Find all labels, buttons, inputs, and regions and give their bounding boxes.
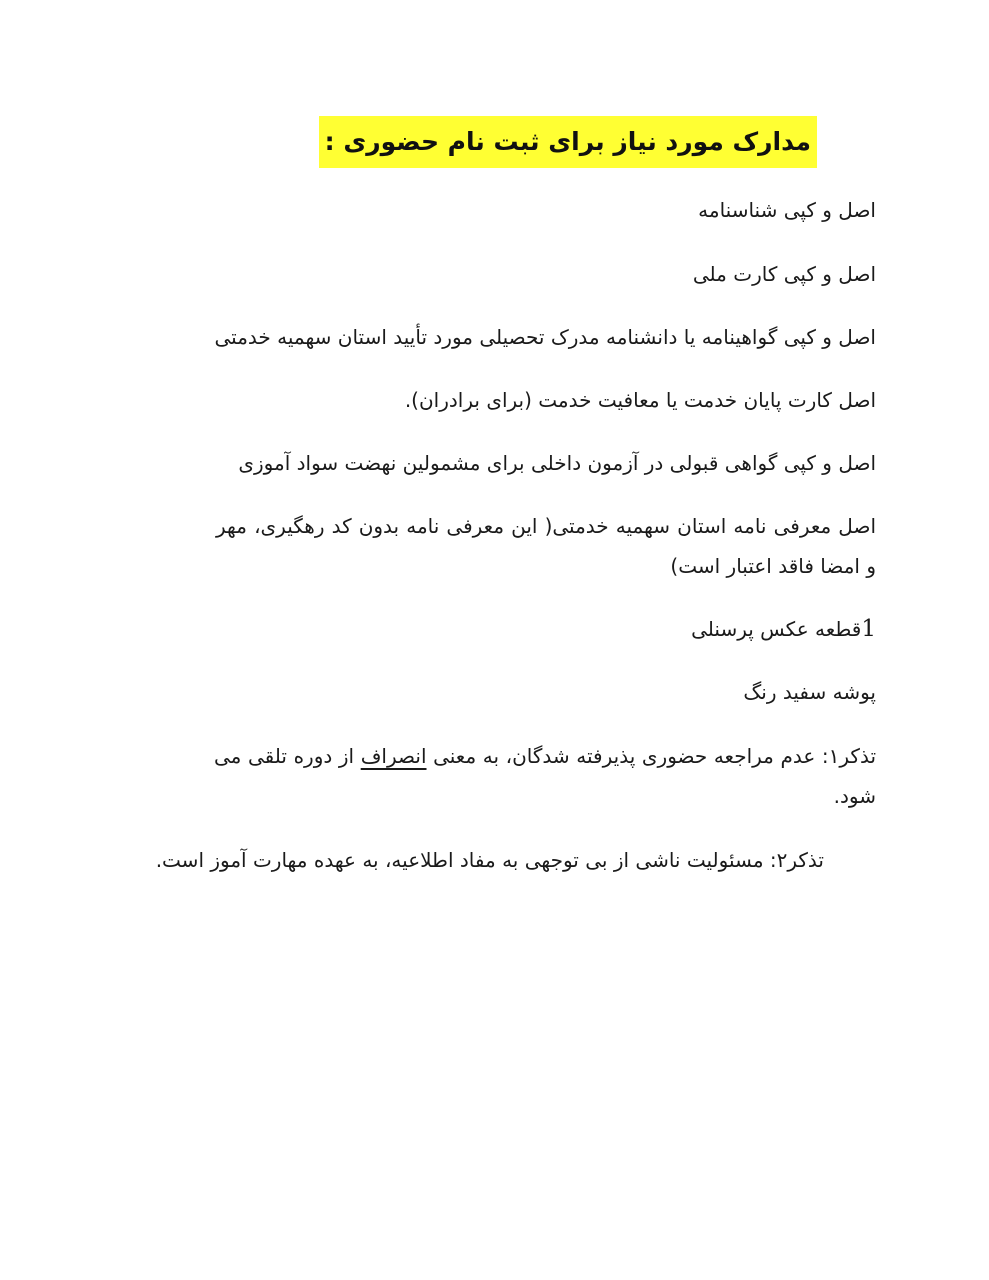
photo-text: قطعه عکس پرسنلی [691,617,862,641]
requirement-item-military-service-card: اصل کارت پایان خدمت یا معافیت خدمت (برای برادران). [404,388,876,412]
requirement-item-national-card: اصل و کپی کارت ملی [692,262,876,286]
requirement-item-literacy-exam-certificate: اصل و کپی گواهی قبولی در آزمون داخلی برای مشمولین نهضت سواد آموزی [238,451,876,475]
note-1-text-end: از دوره تلقی می شود. [214,744,876,808]
requirement-item-introduction-letter: اصل معرفی نامه استان سهمیه خدمتی( این معرفی نامه بدون کد رهگیری، مهر و امضا فاقد اعتبار است) [216,514,876,578]
note-1-text-start: تذکر۱: عدم مراجعه حضوری پذیرفته شدگان، به معنی [426,744,877,768]
note-1 [214,736,876,816]
photo-count: 1 [861,616,876,642]
requirement-item-birth-certificate: اصل و کپی شناسنامه [698,198,876,222]
note-2: تذکر۲: مسئولیت ناشی از بی توجهی به مفاد اطلاعیه، به عهده مهارت آموز است. [155,848,824,872]
requirement-item-white-folder: پوشه سفید رنگ [743,680,876,704]
requirement-item-diploma: اصل و کپی گواهینامه یا دانشنامه مدرک تحصیلی مورد تأیید استان سهمیه خدمتی [214,325,876,349]
page-title: مدارک مورد نیاز برای ثبت نام حضوری : [319,116,817,168]
requirement-item-photo [691,609,876,649]
note-1-underlined-word: انصراف [360,744,427,768]
